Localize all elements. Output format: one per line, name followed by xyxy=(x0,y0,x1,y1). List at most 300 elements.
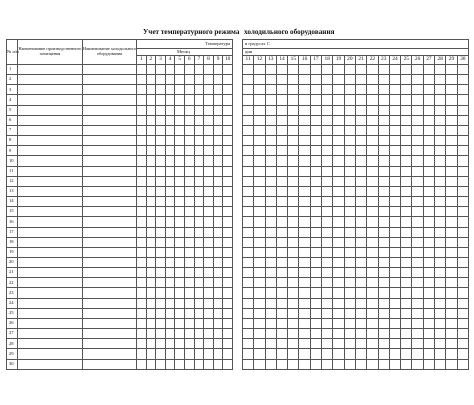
temperature-cell[interactable] xyxy=(243,217,254,227)
room-cell[interactable] xyxy=(18,247,83,257)
temperature-cell[interactable] xyxy=(322,105,333,115)
temperature-cell[interactable] xyxy=(276,207,287,217)
temperature-cell[interactable] xyxy=(378,115,389,125)
temperature-cell[interactable] xyxy=(367,156,378,166)
temperature-cell[interactable] xyxy=(156,105,166,115)
temperature-cell[interactable] xyxy=(344,146,355,156)
temperature-cell[interactable] xyxy=(184,268,194,278)
temperature-cell[interactable] xyxy=(333,339,344,349)
temperature-cell[interactable] xyxy=(254,298,265,308)
temperature-cell[interactable] xyxy=(299,308,310,318)
temperature-cell[interactable] xyxy=(322,237,333,247)
temperature-cell[interactable] xyxy=(401,85,412,95)
temperature-cell[interactable] xyxy=(412,288,423,298)
temperature-cell[interactable] xyxy=(367,227,378,237)
temperature-cell[interactable] xyxy=(175,237,185,247)
temperature-cell[interactable] xyxy=(322,329,333,339)
temperature-cell[interactable] xyxy=(254,166,265,176)
temperature-cell[interactable] xyxy=(204,125,214,135)
temperature-cell[interactable] xyxy=(401,349,412,359)
temperature-cell[interactable] xyxy=(276,176,287,186)
temperature-cell[interactable] xyxy=(401,318,412,328)
temperature-cell[interactable] xyxy=(254,339,265,349)
temperature-cell[interactable] xyxy=(378,105,389,115)
temperature-cell[interactable] xyxy=(333,166,344,176)
temperature-cell[interactable] xyxy=(175,105,185,115)
temperature-cell[interactable] xyxy=(423,237,434,247)
temperature-cell[interactable] xyxy=(446,146,457,156)
equipment-cell[interactable] xyxy=(83,146,137,156)
temperature-cell[interactable] xyxy=(276,329,287,339)
temperature-cell[interactable] xyxy=(213,166,223,176)
temperature-cell[interactable] xyxy=(333,268,344,278)
temperature-cell[interactable] xyxy=(457,186,468,196)
temperature-cell[interactable] xyxy=(146,298,156,308)
temperature-cell[interactable] xyxy=(254,207,265,217)
temperature-cell[interactable] xyxy=(344,197,355,207)
temperature-cell[interactable] xyxy=(243,257,254,267)
temperature-cell[interactable] xyxy=(137,288,147,298)
temperature-cell[interactable] xyxy=(355,308,366,318)
temperature-cell[interactable] xyxy=(446,298,457,308)
temperature-cell[interactable] xyxy=(355,115,366,125)
temperature-cell[interactable] xyxy=(175,298,185,308)
temperature-cell[interactable] xyxy=(457,329,468,339)
temperature-cell[interactable] xyxy=(194,125,204,135)
temperature-cell[interactable] xyxy=(137,176,147,186)
temperature-cell[interactable] xyxy=(322,85,333,95)
temperature-cell[interactable] xyxy=(243,176,254,186)
temperature-cell[interactable] xyxy=(333,318,344,328)
temperature-cell[interactable] xyxy=(254,237,265,247)
temperature-cell[interactable] xyxy=(310,166,321,176)
temperature-cell[interactable] xyxy=(355,176,366,186)
room-cell[interactable] xyxy=(18,268,83,278)
temperature-cell[interactable] xyxy=(184,166,194,176)
temperature-cell[interactable] xyxy=(146,207,156,217)
temperature-cell[interactable] xyxy=(367,176,378,186)
temperature-cell[interactable] xyxy=(243,298,254,308)
room-cell[interactable] xyxy=(18,75,83,85)
temperature-cell[interactable] xyxy=(389,247,400,257)
equipment-cell[interactable] xyxy=(83,278,137,288)
temperature-cell[interactable] xyxy=(412,349,423,359)
temperature-cell[interactable] xyxy=(265,227,276,237)
temperature-cell[interactable] xyxy=(194,298,204,308)
equipment-cell[interactable] xyxy=(83,227,137,237)
temperature-cell[interactable] xyxy=(435,298,446,308)
temperature-cell[interactable] xyxy=(299,95,310,105)
temperature-cell[interactable] xyxy=(435,257,446,267)
temperature-cell[interactable] xyxy=(378,359,389,369)
temperature-cell[interactable] xyxy=(412,75,423,85)
temperature-cell[interactable] xyxy=(276,146,287,156)
temperature-cell[interactable] xyxy=(156,298,166,308)
temperature-cell[interactable] xyxy=(401,268,412,278)
temperature-cell[interactable] xyxy=(288,95,299,105)
temperature-cell[interactable] xyxy=(322,156,333,166)
temperature-cell[interactable] xyxy=(322,339,333,349)
temperature-cell[interactable] xyxy=(204,186,214,196)
temperature-cell[interactable] xyxy=(288,125,299,135)
temperature-cell[interactable] xyxy=(265,156,276,166)
temperature-cell[interactable] xyxy=(288,186,299,196)
temperature-cell[interactable] xyxy=(137,105,147,115)
equipment-cell[interactable] xyxy=(83,136,137,146)
temperature-cell[interactable] xyxy=(156,156,166,166)
temperature-cell[interactable] xyxy=(412,359,423,369)
temperature-cell[interactable] xyxy=(344,278,355,288)
temperature-cell[interactable] xyxy=(213,318,223,328)
temperature-cell[interactable] xyxy=(175,136,185,146)
temperature-cell[interactable] xyxy=(204,329,214,339)
temperature-cell[interactable] xyxy=(322,268,333,278)
temperature-cell[interactable] xyxy=(446,349,457,359)
temperature-cell[interactable] xyxy=(401,257,412,267)
temperature-cell[interactable] xyxy=(378,217,389,227)
temperature-cell[interactable] xyxy=(288,156,299,166)
temperature-cell[interactable] xyxy=(276,308,287,318)
temperature-cell[interactable] xyxy=(344,95,355,105)
temperature-cell[interactable] xyxy=(310,65,321,75)
temperature-cell[interactable] xyxy=(165,308,175,318)
temperature-cell[interactable] xyxy=(322,146,333,156)
room-cell[interactable] xyxy=(18,186,83,196)
temperature-cell[interactable] xyxy=(299,166,310,176)
temperature-cell[interactable] xyxy=(137,217,147,227)
temperature-cell[interactable] xyxy=(194,207,204,217)
temperature-cell[interactable] xyxy=(137,329,147,339)
temperature-cell[interactable] xyxy=(165,339,175,349)
temperature-cell[interactable] xyxy=(194,268,204,278)
temperature-cell[interactable] xyxy=(156,308,166,318)
temperature-cell[interactable] xyxy=(175,318,185,328)
temperature-cell[interactable] xyxy=(137,75,147,85)
temperature-cell[interactable] xyxy=(184,217,194,227)
temperature-cell[interactable] xyxy=(389,146,400,156)
temperature-cell[interactable] xyxy=(223,318,233,328)
temperature-cell[interactable] xyxy=(446,227,457,237)
temperature-cell[interactable] xyxy=(223,247,233,257)
temperature-cell[interactable] xyxy=(223,339,233,349)
temperature-cell[interactable] xyxy=(194,359,204,369)
temperature-cell[interactable] xyxy=(310,115,321,125)
temperature-cell[interactable] xyxy=(299,288,310,298)
temperature-cell[interactable] xyxy=(213,247,223,257)
temperature-cell[interactable] xyxy=(288,227,299,237)
temperature-cell[interactable] xyxy=(156,349,166,359)
temperature-cell[interactable] xyxy=(355,217,366,227)
temperature-cell[interactable] xyxy=(412,217,423,227)
temperature-cell[interactable] xyxy=(265,95,276,105)
temperature-cell[interactable] xyxy=(146,227,156,237)
temperature-cell[interactable] xyxy=(355,105,366,115)
temperature-cell[interactable] xyxy=(367,298,378,308)
temperature-cell[interactable] xyxy=(213,308,223,318)
temperature-cell[interactable] xyxy=(446,105,457,115)
temperature-cell[interactable] xyxy=(310,186,321,196)
temperature-cell[interactable] xyxy=(243,349,254,359)
temperature-cell[interactable] xyxy=(310,146,321,156)
temperature-cell[interactable] xyxy=(223,207,233,217)
temperature-cell[interactable] xyxy=(137,156,147,166)
equipment-cell[interactable] xyxy=(83,288,137,298)
temperature-cell[interactable] xyxy=(254,308,265,318)
equipment-cell[interactable] xyxy=(83,75,137,85)
temperature-cell[interactable] xyxy=(367,136,378,146)
temperature-cell[interactable] xyxy=(367,247,378,257)
temperature-cell[interactable] xyxy=(184,136,194,146)
temperature-cell[interactable] xyxy=(457,207,468,217)
temperature-cell[interactable] xyxy=(175,359,185,369)
temperature-cell[interactable] xyxy=(423,115,434,125)
temperature-cell[interactable] xyxy=(175,207,185,217)
temperature-cell[interactable] xyxy=(254,156,265,166)
temperature-cell[interactable] xyxy=(223,329,233,339)
temperature-cell[interactable] xyxy=(389,227,400,237)
temperature-cell[interactable] xyxy=(146,308,156,318)
temperature-cell[interactable] xyxy=(412,207,423,217)
temperature-cell[interactable] xyxy=(435,136,446,146)
temperature-cell[interactable] xyxy=(156,207,166,217)
temperature-cell[interactable] xyxy=(412,95,423,105)
temperature-cell[interactable] xyxy=(412,156,423,166)
temperature-cell[interactable] xyxy=(299,146,310,156)
temperature-cell[interactable] xyxy=(175,329,185,339)
temperature-cell[interactable] xyxy=(184,318,194,328)
temperature-cell[interactable] xyxy=(299,136,310,146)
equipment-cell[interactable] xyxy=(83,318,137,328)
room-cell[interactable] xyxy=(18,207,83,217)
temperature-cell[interactable] xyxy=(175,288,185,298)
temperature-cell[interactable] xyxy=(175,197,185,207)
temperature-cell[interactable] xyxy=(367,95,378,105)
temperature-cell[interactable] xyxy=(276,298,287,308)
temperature-cell[interactable] xyxy=(344,207,355,217)
temperature-cell[interactable] xyxy=(175,227,185,237)
temperature-cell[interactable] xyxy=(156,339,166,349)
room-cell[interactable] xyxy=(18,237,83,247)
temperature-cell[interactable] xyxy=(288,318,299,328)
temperature-cell[interactable] xyxy=(322,197,333,207)
temperature-cell[interactable] xyxy=(276,227,287,237)
temperature-cell[interactable] xyxy=(446,115,457,125)
temperature-cell[interactable] xyxy=(412,146,423,156)
equipment-cell[interactable] xyxy=(83,85,137,95)
temperature-cell[interactable] xyxy=(367,166,378,176)
temperature-cell[interactable] xyxy=(184,298,194,308)
temperature-cell[interactable] xyxy=(175,278,185,288)
temperature-cell[interactable] xyxy=(243,329,254,339)
temperature-cell[interactable] xyxy=(344,339,355,349)
temperature-cell[interactable] xyxy=(355,146,366,156)
temperature-cell[interactable] xyxy=(265,247,276,257)
temperature-cell[interactable] xyxy=(299,75,310,85)
temperature-cell[interactable] xyxy=(175,257,185,267)
temperature-cell[interactable] xyxy=(175,217,185,227)
temperature-cell[interactable] xyxy=(446,359,457,369)
room-cell[interactable] xyxy=(18,278,83,288)
room-cell[interactable] xyxy=(18,329,83,339)
temperature-cell[interactable] xyxy=(137,349,147,359)
temperature-cell[interactable] xyxy=(137,298,147,308)
temperature-cell[interactable] xyxy=(243,227,254,237)
temperature-cell[interactable] xyxy=(322,349,333,359)
temperature-cell[interactable] xyxy=(355,75,366,85)
temperature-cell[interactable] xyxy=(146,125,156,135)
temperature-cell[interactable] xyxy=(355,85,366,95)
temperature-cell[interactable] xyxy=(146,237,156,247)
temperature-cell[interactable] xyxy=(299,339,310,349)
temperature-cell[interactable] xyxy=(288,247,299,257)
equipment-cell[interactable] xyxy=(83,197,137,207)
temperature-cell[interactable] xyxy=(243,359,254,369)
temperature-cell[interactable] xyxy=(165,298,175,308)
temperature-cell[interactable] xyxy=(435,186,446,196)
temperature-cell[interactable] xyxy=(435,359,446,369)
temperature-cell[interactable] xyxy=(204,278,214,288)
temperature-cell[interactable] xyxy=(435,156,446,166)
temperature-cell[interactable] xyxy=(265,329,276,339)
temperature-cell[interactable] xyxy=(355,268,366,278)
temperature-cell[interactable] xyxy=(344,359,355,369)
temperature-cell[interactable] xyxy=(412,237,423,247)
temperature-cell[interactable] xyxy=(344,176,355,186)
temperature-cell[interactable] xyxy=(194,197,204,207)
temperature-cell[interactable] xyxy=(389,237,400,247)
temperature-cell[interactable] xyxy=(165,329,175,339)
temperature-cell[interactable] xyxy=(401,278,412,288)
temperature-cell[interactable] xyxy=(344,65,355,75)
temperature-cell[interactable] xyxy=(204,268,214,278)
temperature-cell[interactable] xyxy=(344,136,355,146)
temperature-cell[interactable] xyxy=(401,146,412,156)
temperature-cell[interactable] xyxy=(299,298,310,308)
temperature-cell[interactable] xyxy=(446,308,457,318)
temperature-cell[interactable] xyxy=(423,65,434,75)
temperature-cell[interactable] xyxy=(184,207,194,217)
temperature-cell[interactable] xyxy=(401,75,412,85)
temperature-cell[interactable] xyxy=(457,95,468,105)
temperature-cell[interactable] xyxy=(254,227,265,237)
temperature-cell[interactable] xyxy=(457,308,468,318)
temperature-cell[interactable] xyxy=(194,237,204,247)
temperature-cell[interactable] xyxy=(367,359,378,369)
temperature-cell[interactable] xyxy=(367,207,378,217)
temperature-cell[interactable] xyxy=(254,197,265,207)
temperature-cell[interactable] xyxy=(423,217,434,227)
temperature-cell[interactable] xyxy=(367,268,378,278)
temperature-cell[interactable] xyxy=(378,318,389,328)
temperature-cell[interactable] xyxy=(254,329,265,339)
temperature-cell[interactable] xyxy=(322,95,333,105)
temperature-cell[interactable] xyxy=(457,318,468,328)
temperature-cell[interactable] xyxy=(299,176,310,186)
temperature-cell[interactable] xyxy=(401,166,412,176)
temperature-cell[interactable] xyxy=(146,329,156,339)
temperature-cell[interactable] xyxy=(457,65,468,75)
temperature-cell[interactable] xyxy=(389,176,400,186)
temperature-cell[interactable] xyxy=(137,207,147,217)
temperature-cell[interactable] xyxy=(355,95,366,105)
temperature-cell[interactable] xyxy=(367,329,378,339)
temperature-cell[interactable] xyxy=(204,247,214,257)
temperature-cell[interactable] xyxy=(367,308,378,318)
temperature-cell[interactable] xyxy=(333,359,344,369)
temperature-cell[interactable] xyxy=(333,75,344,85)
temperature-cell[interactable] xyxy=(265,136,276,146)
temperature-cell[interactable] xyxy=(423,257,434,267)
temperature-cell[interactable] xyxy=(156,136,166,146)
temperature-cell[interactable] xyxy=(401,115,412,125)
temperature-cell[interactable] xyxy=(299,186,310,196)
temperature-cell[interactable] xyxy=(401,136,412,146)
temperature-cell[interactable] xyxy=(457,359,468,369)
temperature-cell[interactable] xyxy=(184,125,194,135)
temperature-cell[interactable] xyxy=(299,268,310,278)
temperature-cell[interactable] xyxy=(333,227,344,237)
temperature-cell[interactable] xyxy=(223,298,233,308)
temperature-cell[interactable] xyxy=(265,166,276,176)
temperature-cell[interactable] xyxy=(213,349,223,359)
temperature-cell[interactable] xyxy=(401,207,412,217)
temperature-cell[interactable] xyxy=(265,278,276,288)
temperature-cell[interactable] xyxy=(213,288,223,298)
temperature-cell[interactable] xyxy=(175,146,185,156)
temperature-cell[interactable] xyxy=(156,268,166,278)
temperature-cell[interactable] xyxy=(243,237,254,247)
temperature-cell[interactable] xyxy=(194,257,204,267)
temperature-cell[interactable] xyxy=(457,115,468,125)
temperature-cell[interactable] xyxy=(310,318,321,328)
temperature-cell[interactable] xyxy=(401,359,412,369)
temperature-cell[interactable] xyxy=(435,115,446,125)
temperature-cell[interactable] xyxy=(194,166,204,176)
temperature-cell[interactable] xyxy=(333,105,344,115)
temperature-cell[interactable] xyxy=(378,339,389,349)
temperature-cell[interactable] xyxy=(213,176,223,186)
temperature-cell[interactable] xyxy=(333,115,344,125)
temperature-cell[interactable] xyxy=(276,115,287,125)
temperature-cell[interactable] xyxy=(435,95,446,105)
temperature-cell[interactable] xyxy=(401,288,412,298)
temperature-cell[interactable] xyxy=(310,136,321,146)
temperature-cell[interactable] xyxy=(446,166,457,176)
temperature-cell[interactable] xyxy=(457,227,468,237)
temperature-cell[interactable] xyxy=(243,65,254,75)
temperature-cell[interactable] xyxy=(435,197,446,207)
temperature-cell[interactable] xyxy=(137,125,147,135)
temperature-cell[interactable] xyxy=(137,318,147,328)
temperature-cell[interactable] xyxy=(276,278,287,288)
temperature-cell[interactable] xyxy=(423,75,434,85)
temperature-cell[interactable] xyxy=(412,247,423,257)
temperature-cell[interactable] xyxy=(175,176,185,186)
temperature-cell[interactable] xyxy=(165,318,175,328)
temperature-cell[interactable] xyxy=(423,166,434,176)
temperature-cell[interactable] xyxy=(204,288,214,298)
temperature-cell[interactable] xyxy=(194,95,204,105)
temperature-cell[interactable] xyxy=(175,125,185,135)
room-cell[interactable] xyxy=(18,136,83,146)
temperature-cell[interactable] xyxy=(389,308,400,318)
temperature-cell[interactable] xyxy=(333,278,344,288)
temperature-cell[interactable] xyxy=(378,186,389,196)
temperature-cell[interactable] xyxy=(254,146,265,156)
room-cell[interactable] xyxy=(18,298,83,308)
temperature-cell[interactable] xyxy=(213,257,223,267)
temperature-cell[interactable] xyxy=(223,227,233,237)
